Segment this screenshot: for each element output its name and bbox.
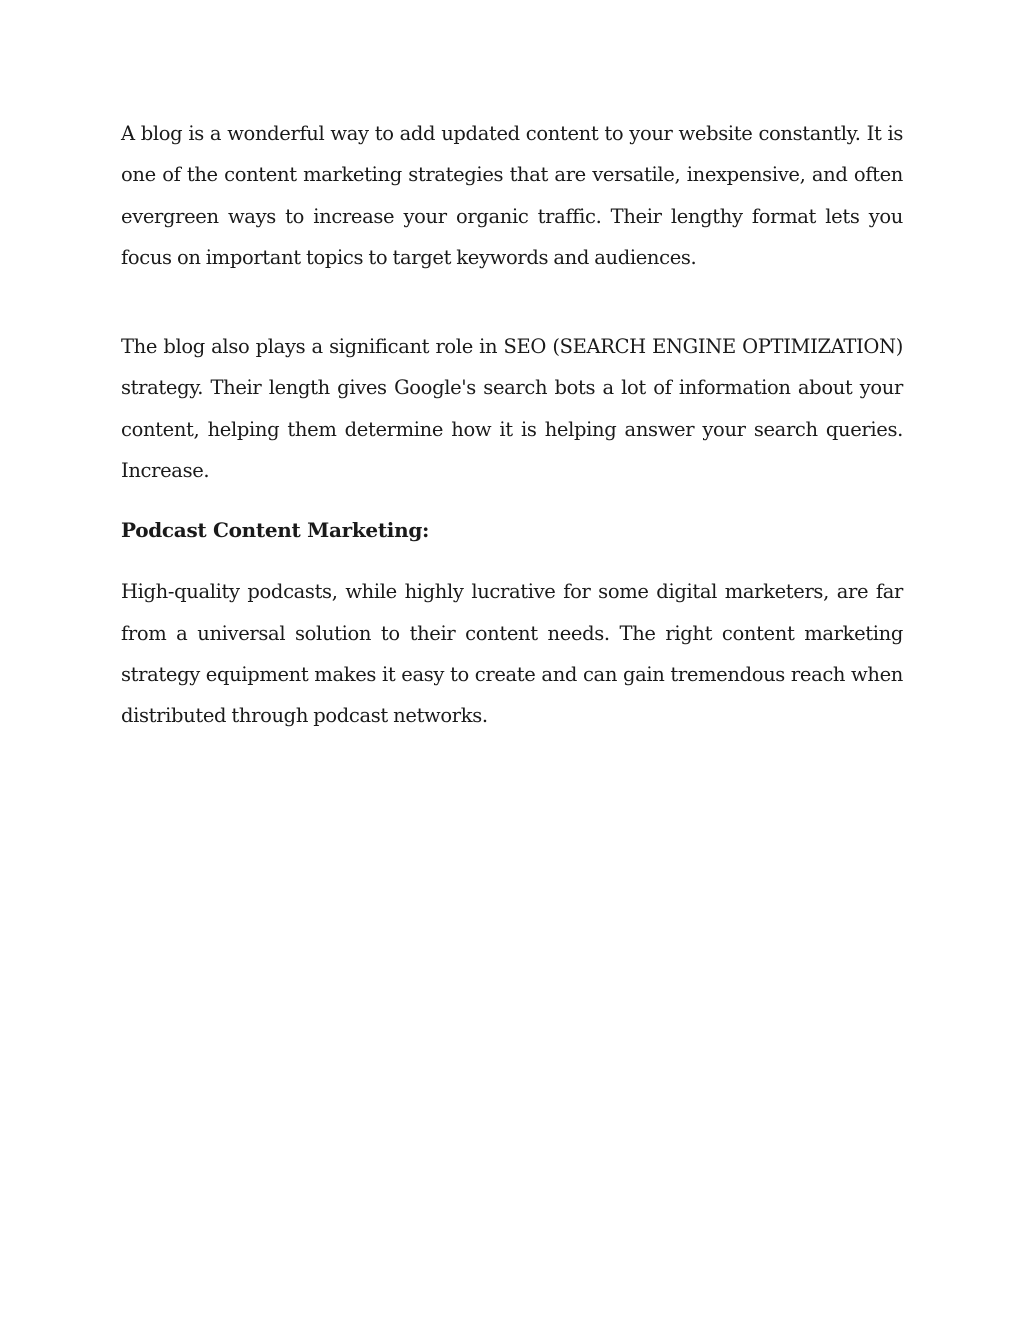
document-body [121,113,903,737]
podcast-section-paragraph: High-quality podcasts, while highly lucrative for some digital marketers, are far from a universal solution to their content needs. The right content marketing strategy equipment makes it easy to create and can gain tremendous reach when distributed through podcast networks. [121,580,903,728]
blog-intro-paragraph: A blog is a wonderful way to add updated content to your website constantly. It is one of the content marketing strategies that are versatile, inexpensive, and often evergreen ways to increase your organic traffic. Their lengthy format lets you focus on important topics to target keywords and audiences. [121,122,903,269]
podcast-section-heading: Podcast Content Marketing: [121,518,430,543]
blog-seo-paragraph: The blog also plays a significant role in SEO (SEARCH ENGINE OPTIMIZATION) strategy. Their length gives Google's search bots a lot of information about your content, helping them determine how it is helping answer your search queries. Increase. [121,335,903,483]
